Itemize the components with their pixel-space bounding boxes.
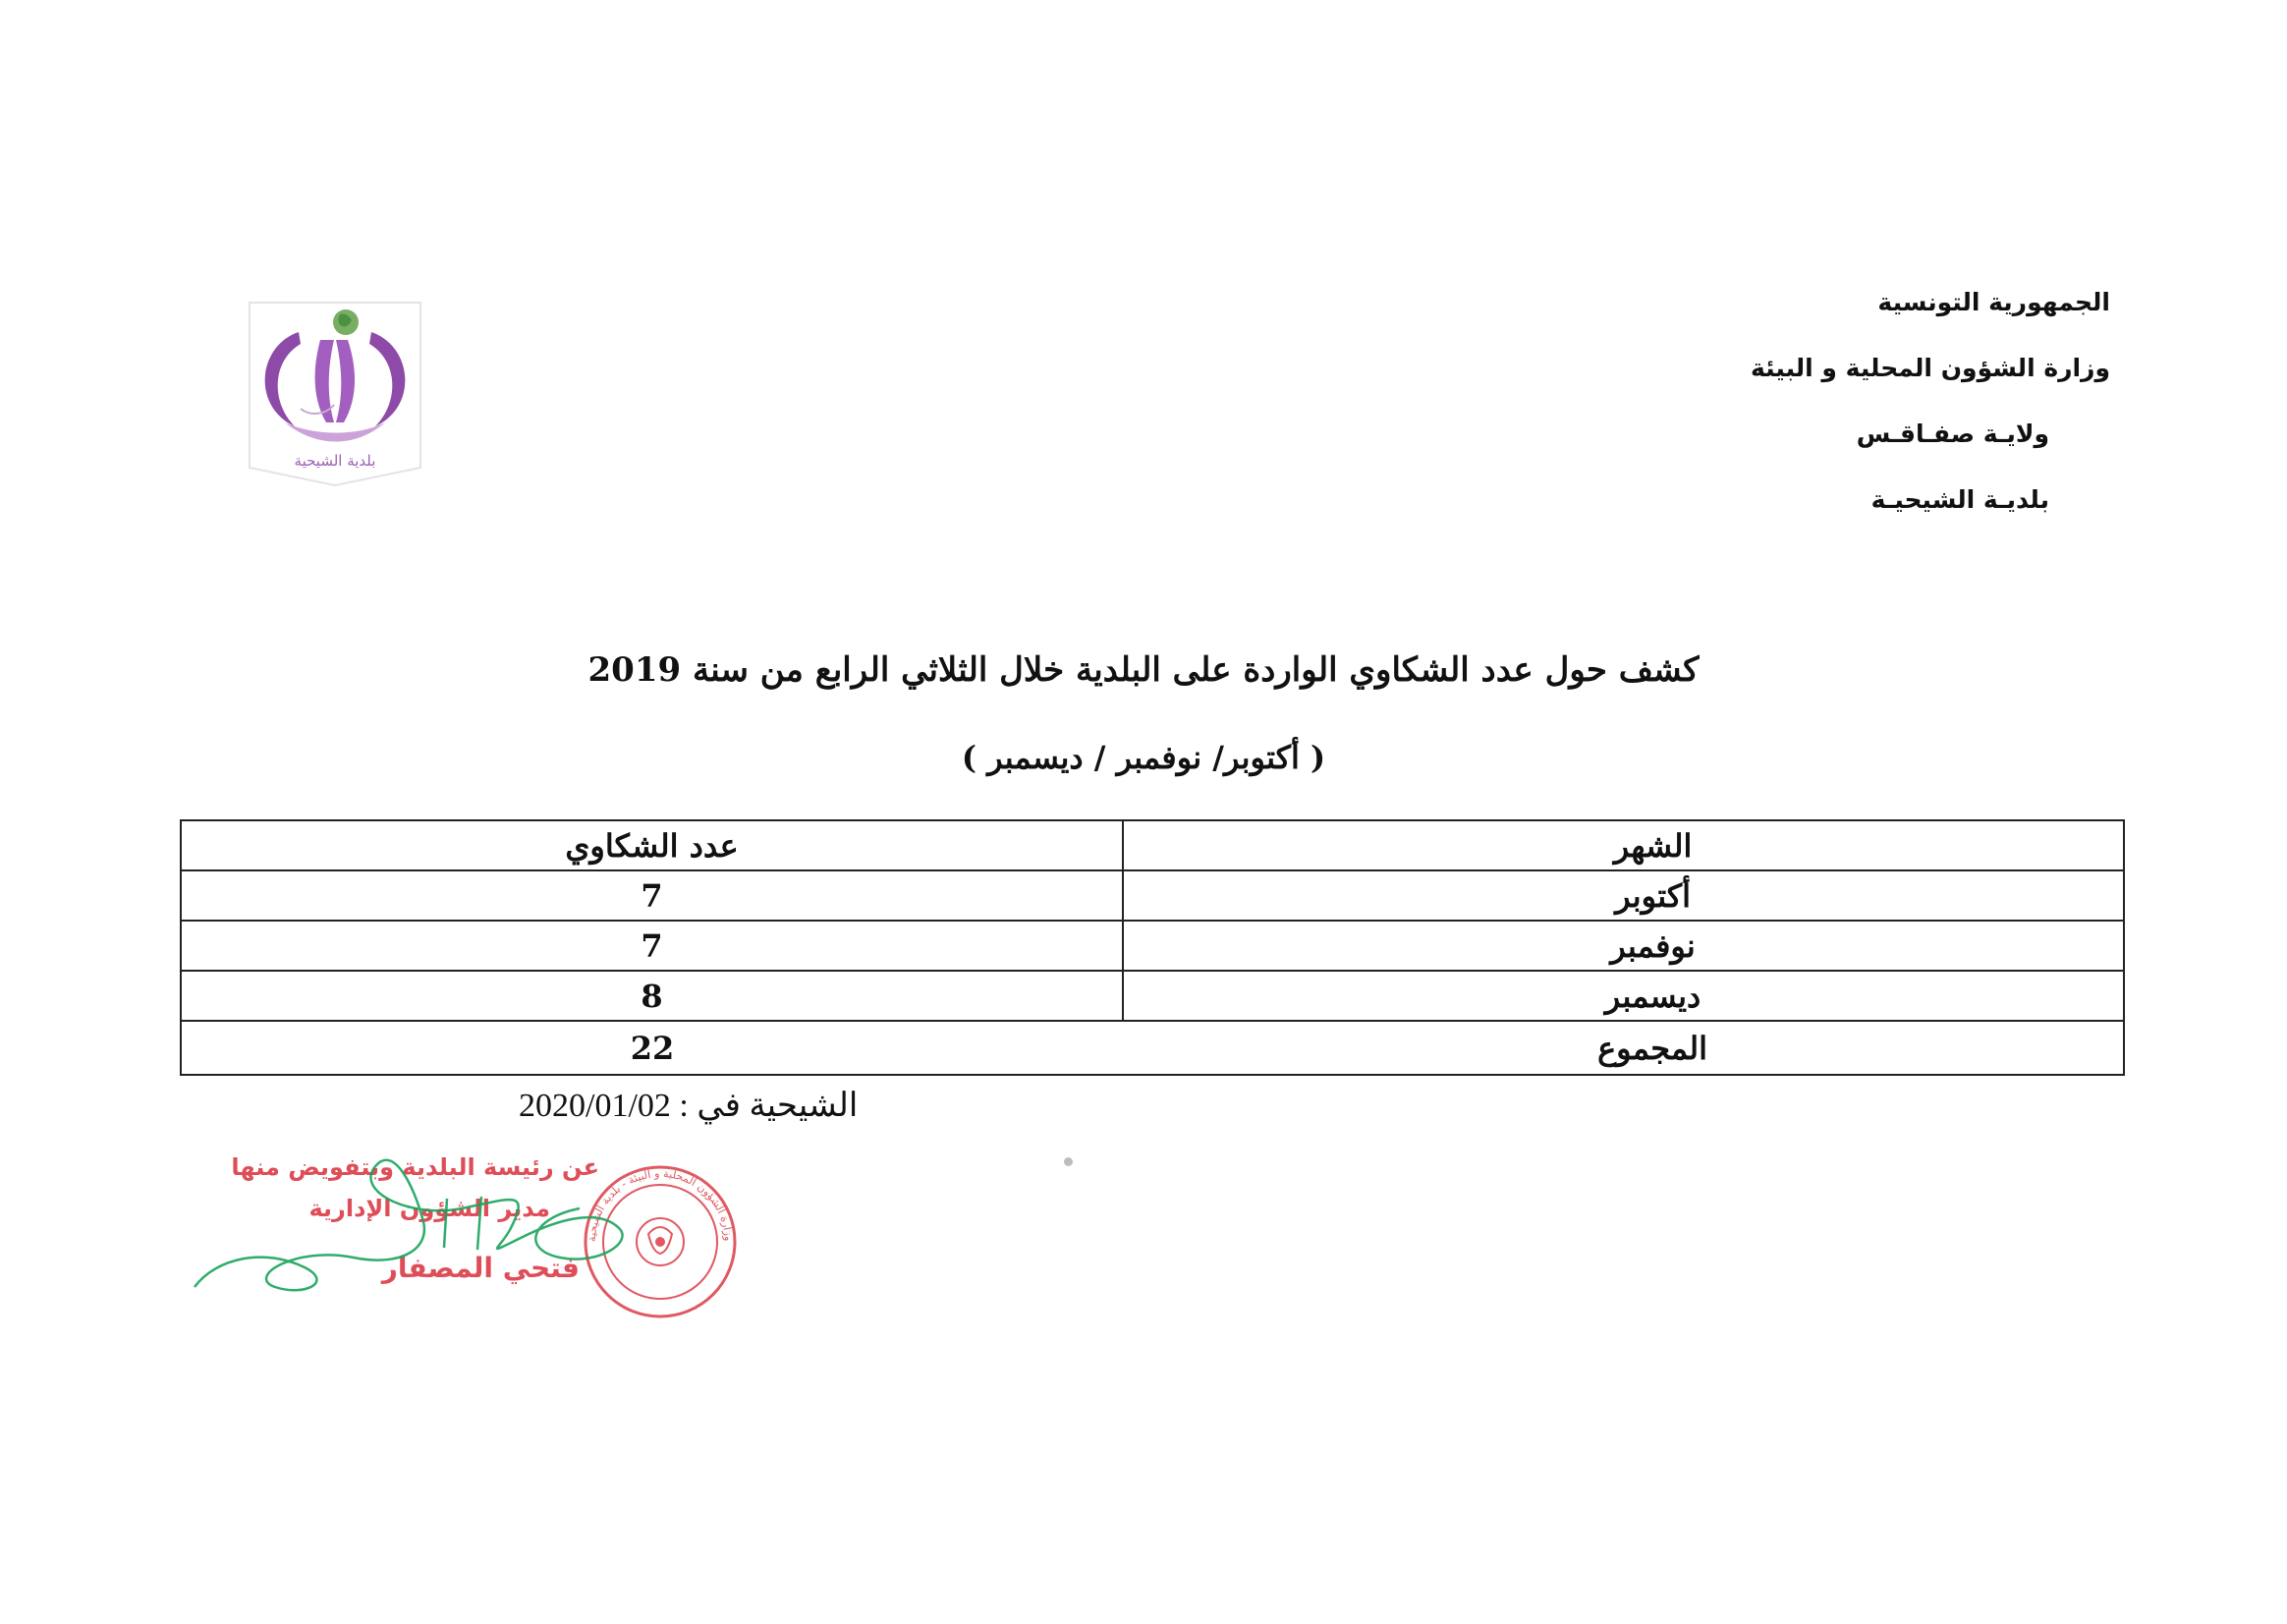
- header-count: عدد الشكاوي: [181, 820, 1123, 870]
- scan-dot: [1064, 1157, 1073, 1166]
- logo-caption: بلدية الشيحية: [294, 452, 376, 470]
- total-label: المجموع: [1123, 1021, 2124, 1075]
- complaints-table: [180, 819, 2125, 1076]
- document-title: كشف حول عدد الشكاوي الواردة على البلدية خلال الثلاثي الرابع من سنة 2019: [587, 650, 1700, 690]
- table-row: [181, 870, 2124, 921]
- letterhead-municipality: بلديـة الشيحيـة: [1870, 485, 2049, 514]
- table-row: [181, 971, 2124, 1021]
- table-header-row: [181, 820, 2124, 870]
- header-month: الشهر: [1123, 820, 2124, 870]
- municipality-logo: [242, 301, 428, 487]
- row-count: 8: [181, 971, 1123, 1021]
- svg-text:وزارة الشؤون المحلية و البيئة: [586, 1167, 735, 1242]
- row-month: نوفمبر: [1123, 921, 2124, 971]
- stamp-icon: [586, 1167, 735, 1316]
- document-subtitle: ( أكتوبر/ نوفمبر / ديسمبر ): [961, 739, 1326, 776]
- table-row: [181, 921, 2124, 971]
- signature-line-2: مدير الشؤون الإدارية: [308, 1195, 550, 1222]
- signature-line-3: فتحي المصفار: [381, 1252, 580, 1284]
- row-count: 7: [181, 921, 1123, 971]
- stamp-text: وزارة الشؤون المحلية و البيئة - بلدية الشيحية: [585, 1166, 736, 1243]
- letterhead-governorate: ولايـة صفـاقـس: [1856, 420, 2049, 448]
- letterhead-country: الجمهورية التونسية: [1877, 288, 2110, 316]
- letterhead: [1599, 287, 2110, 550]
- row-count: 7: [181, 870, 1123, 921]
- total-value: 22: [181, 1021, 1123, 1075]
- table-total-row: [181, 1021, 2124, 1075]
- row-month: ديسمبر: [1123, 971, 2124, 1021]
- row-month: أكتوبر: [1123, 870, 2124, 921]
- signature-stamp: [187, 1140, 756, 1326]
- letterhead-ministry: وزارة الشؤون المحلية و البيئة: [1751, 354, 2110, 382]
- date-line: الشيحية في : 2020/01/02: [519, 1088, 859, 1124]
- signature-line-1: عن رئيسة البلدية وبتفويض منها: [231, 1153, 599, 1181]
